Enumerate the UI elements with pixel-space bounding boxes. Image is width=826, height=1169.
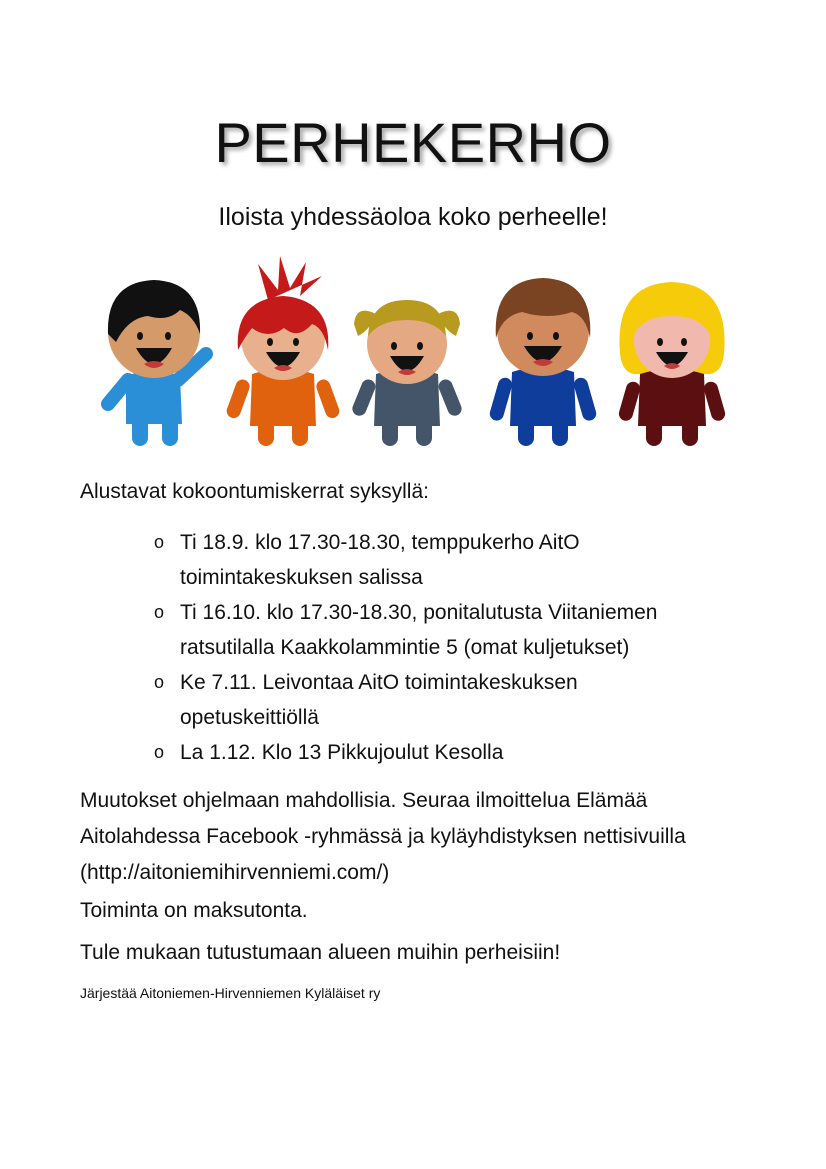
- schedule-line: toimintakeskuksen salissa: [180, 566, 423, 589]
- schedule-line: ratsutilalla Kaakkolammintie 5 (omat kuljetukset): [180, 636, 630, 659]
- page-title: PERHEKERHO: [214, 111, 612, 174]
- kid-black-hair: [108, 280, 206, 446]
- list-item: [150, 525, 750, 595]
- bullet-icon: o: [154, 742, 165, 762]
- schedule-line: Ke 7.11. Leivontaa AitO toimintakeskuksen: [180, 671, 578, 694]
- bullet-icon: o: [154, 672, 165, 692]
- list-item: [150, 735, 750, 770]
- list-item: [150, 595, 750, 665]
- schedule-line: Ti 18.9. klo 17.30-18.30, temppukerho AitO: [180, 531, 580, 554]
- changes-notice: [80, 783, 760, 891]
- schedule-intro: Alustavat kokoontumiskerrat syksyllä:: [80, 480, 429, 503]
- bullet-icon: o: [154, 602, 165, 622]
- changes-line: Muutokset ohjelmaan mahdollisia. Seuraa ilmoittelua Elämää: [80, 789, 648, 812]
- bullet-icon: o: [154, 532, 165, 552]
- kid-red-hair: [225, 256, 342, 446]
- website-link-text: (http://aitoniemihirvenniemi.com/): [80, 861, 390, 884]
- schedule-list: [150, 525, 750, 770]
- schedule-line: La 1.12. Klo 13 Pikkujoulut Kesolla: [180, 741, 504, 764]
- schedule-line: opetuskeittiöllä: [180, 706, 319, 729]
- kid-blonde-pigtails: [350, 300, 463, 446]
- changes-line: Aitolahdessa Facebook -ryhmässä ja kyläyhdistyksen nettisivuilla: [80, 825, 686, 848]
- children-illustration: [98, 254, 728, 450]
- kid-brown-hair: [488, 278, 598, 446]
- schedule-line: Ti 16.10. klo 17.30-18.30, ponitalutusta Viitaniemen: [180, 601, 658, 624]
- kid-yellow-hair: [617, 282, 727, 446]
- free-of-charge-text: Toiminta on maksutonta.: [80, 899, 308, 922]
- subtitle: Iloista yhdessäoloa koko perheelle!: [218, 203, 608, 231]
- organizer-text: Järjestää Aitoniemen-Hirvenniemen Kyläläiset ry: [80, 985, 381, 1001]
- list-item: [150, 665, 750, 735]
- invitation-text: Tule mukaan tutustumaan alueen muihin perheisiin!: [80, 941, 561, 964]
